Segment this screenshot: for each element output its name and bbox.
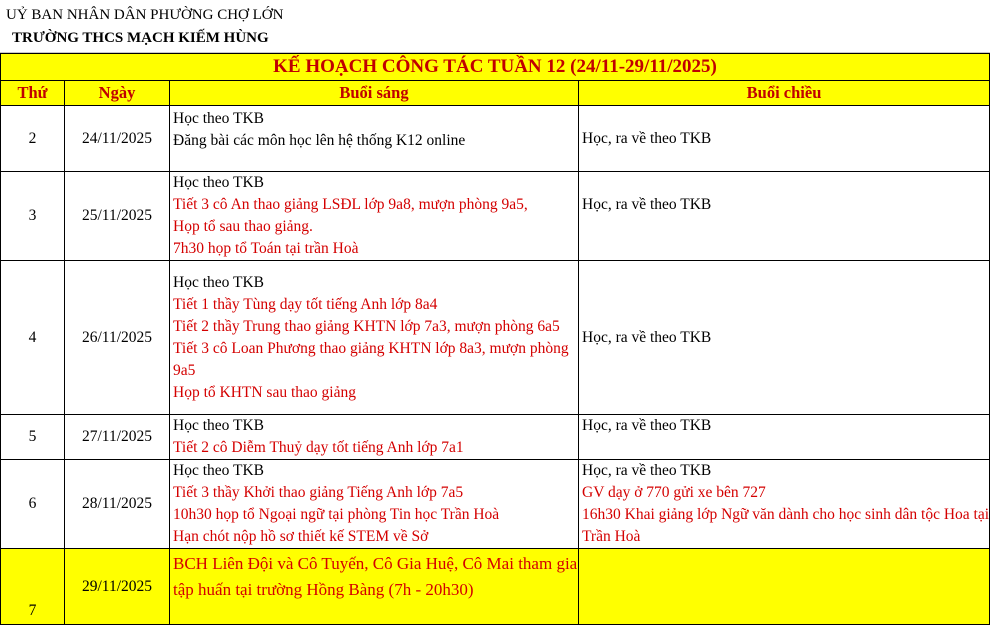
col-header-ngay: Ngày [65,81,170,106]
afternoon-cell [579,106,990,172]
date-cell: 28/11/2025 [65,460,170,549]
morning-line: Tiết 1 thầy Tùng dạy tốt tiếng Anh lớp 8a4 [173,295,438,313]
morning-line: Tiết 3 cô Loan Phương thao giảng KHTN lớp 8a3, mượn phòng 9a5 [173,339,569,379]
morning-line: Tiết 2 thầy Trung thao giảng KHTN lớp 7a3, mượn phòng 6a5 [173,317,560,335]
morning-line: Học theo TKB [173,417,264,434]
morning-line: Tiết 3 thầy Khởi thao giảng Tiếng Anh lớp 7a5 [173,484,464,501]
afternoon-cell [579,549,990,625]
school-name: TRƯỜNG THCS MẠCH KIẾM HÙNG [12,30,269,46]
date-cell: 24/11/2025 [65,106,170,172]
date-cell: 27/11/2025 [65,415,170,460]
afternoon-line: 16h30 Khai giảng lớp Ngữ văn dành cho học sinh dân tộc Hoa tại Trần Hoà [582,506,990,545]
table-row [1,261,990,415]
afternoon-line: Học, ra về theo TKB [582,129,712,147]
col-header-thu: Thứ [1,81,65,106]
morning-line: Tiết 3 cô An thao giảng LSĐL lớp 9a8, mượn phòng 9a5, [173,196,528,213]
morning-cell [170,106,579,172]
morning-cell [170,172,579,261]
morning-line: Học theo TKB [173,110,264,127]
table-row [1,460,990,549]
morning-line: Họp tổ sau thao giảng. [173,218,313,235]
table-row [1,106,990,172]
morning-line: 10h30 họp tổ Ngoại ngữ tại phòng Tin học Trần Hoà [173,506,500,523]
day-cell: 7 [1,549,65,625]
day-cell: 6 [1,460,65,549]
afternoon-line: Học, ra về theo TKB [582,462,712,479]
table-row [1,549,990,625]
morning-line: Học theo TKB [173,273,264,291]
col-header-chieu: Buổi chiều [579,81,990,106]
day-cell: 2 [1,106,65,172]
morning-cell [170,415,579,460]
afternoon-line: Học, ra về theo TKB [582,417,712,434]
org-name: UỶ BAN NHÂN DÂN PHƯỜNG CHỢ LỚN [6,7,284,23]
morning-line: Họp tổ KHTN sau thao giảng [173,383,356,401]
weekly-schedule-table [0,53,990,625]
date-cell: 29/11/2025 [65,549,170,625]
date-cell: 26/11/2025 [65,261,170,415]
morning-line: Học theo TKB [173,462,264,479]
morning-cell [170,549,579,625]
morning-line: Đăng bài các môn học lên hệ thống K12 online [173,132,466,149]
day-cell: 4 [1,261,65,415]
plan-title: KẾ HOẠCH CÔNG TÁC TUẦN 12 (24/11-29/11/2025) [1,54,990,81]
col-header-sang: Buổi sáng [170,81,579,106]
afternoon-cell [579,172,990,261]
morning-line: BCH Liên Đội và Cô Tuyến, Cô Gia Huệ, Cô Mai tham gia tập huấn tại trường Hồng Bàng (7h - 20h30) [173,554,578,599]
table-row [1,172,990,261]
afternoon-cell [579,460,990,549]
day-cell: 5 [1,415,65,460]
afternoon-line: GV dạy ở 770 gửi xe bên 727 [582,484,766,501]
morning-line: 7h30 họp tổ Toán tại trần Hoà [173,240,359,257]
morning-cell [170,460,579,549]
morning-cell [170,261,579,415]
afternoon-cell [579,261,990,415]
afternoon-line: Học, ra về theo TKB [582,196,712,213]
afternoon-cell [579,415,990,460]
morning-line: Hạn chót nộp hồ sơ thiết kế STEM về Sở [173,528,429,545]
morning-line: Học theo TKB [173,174,264,191]
header-row [1,81,990,106]
date-cell: 25/11/2025 [65,172,170,261]
table-row [1,415,990,460]
day-cell: 3 [1,172,65,261]
title-row [1,54,990,81]
morning-line: Tiết 2 cô Diễm Thuỷ dạy tốt tiếng Anh lớp 7a1 [173,439,464,456]
afternoon-line: Học, ra về theo TKB [582,328,712,346]
